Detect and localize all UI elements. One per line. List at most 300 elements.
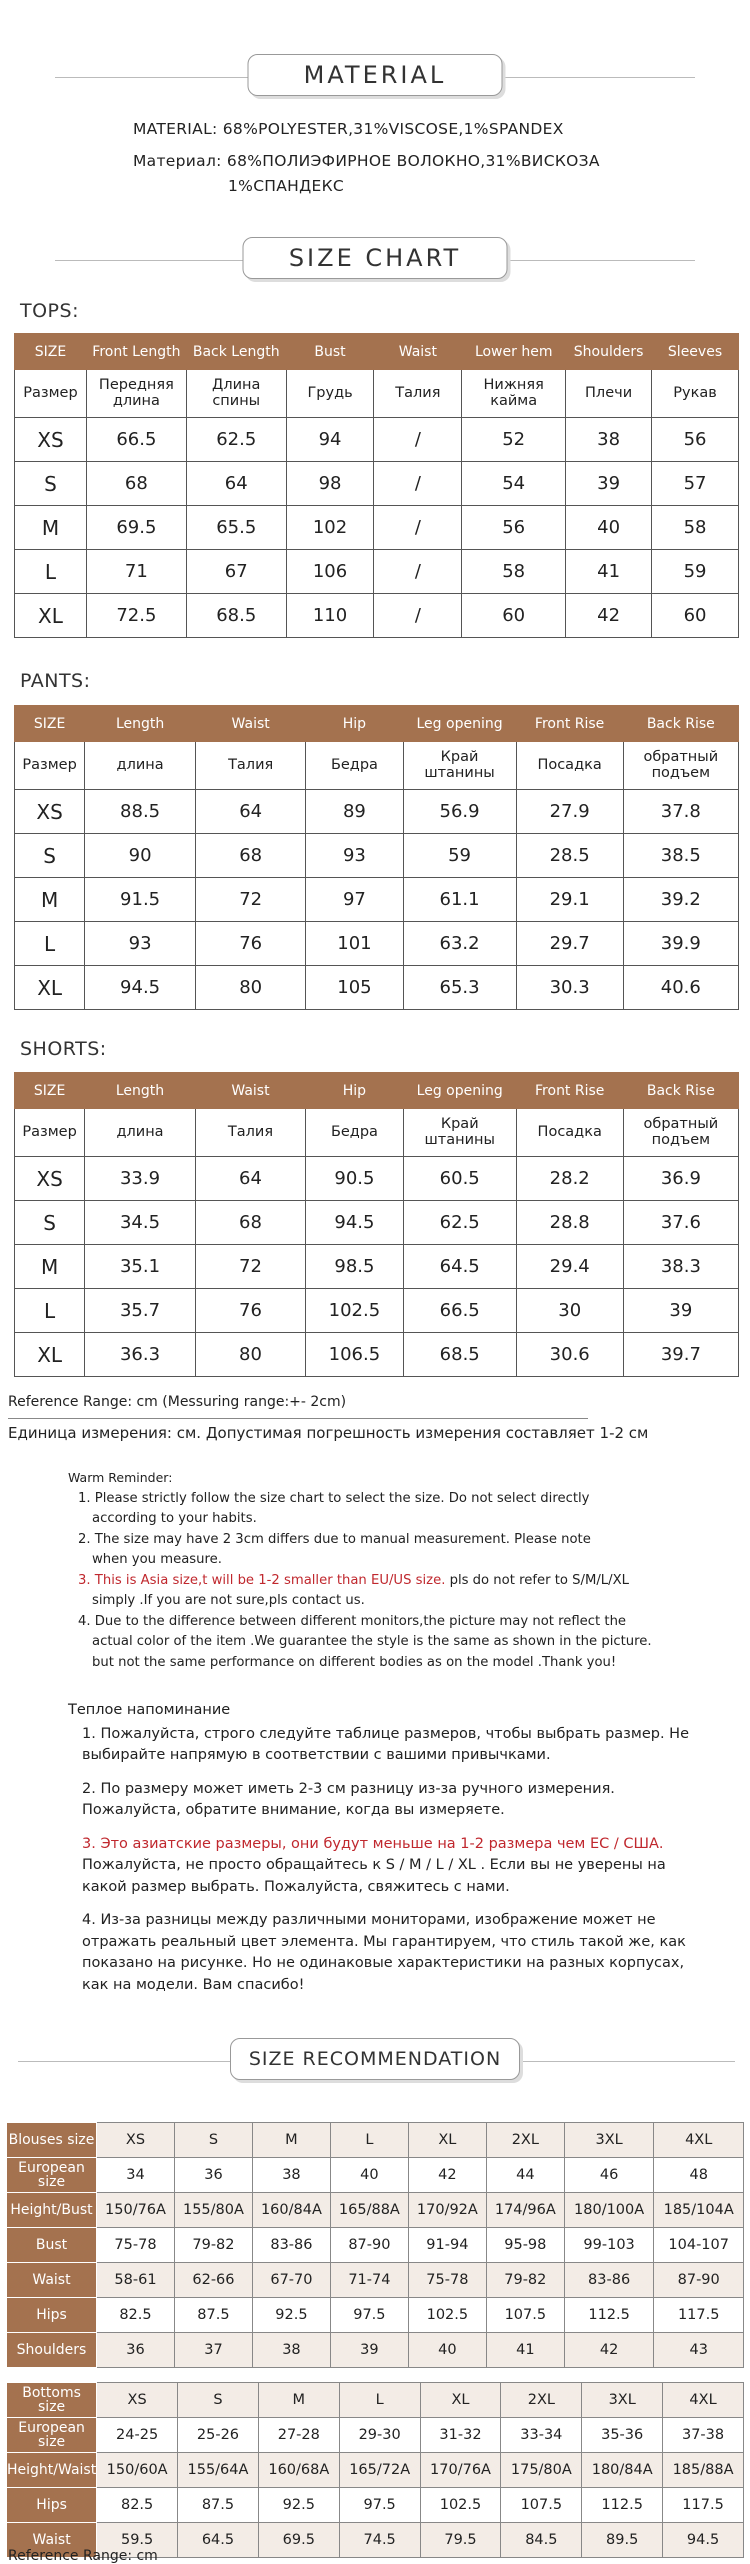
- table-cell: 56: [462, 506, 566, 550]
- warm-item-2: 2. The size may have 2 3cm differs due to manual measurement. Please note: [78, 1531, 591, 1547]
- table-cell: 43: [654, 2333, 744, 2368]
- table-cell: 25-26: [178, 2418, 259, 2453]
- table-cell: 62.5: [403, 1201, 516, 1245]
- table-cell: 57: [652, 462, 739, 506]
- warm-item-4: 4. Due to the difference between different monitors,the picture may not reflect the: [78, 1613, 627, 1629]
- size-cell: XL: [15, 966, 85, 1010]
- column-header: SIZE: [15, 706, 85, 742]
- table-cell: 38: [252, 2158, 330, 2193]
- table-cell: 90.5: [306, 1157, 404, 1201]
- size-recommendation-header: [0, 2032, 750, 2092]
- table-cell: 4XL: [663, 2383, 744, 2418]
- column-header-ru: Размер: [15, 742, 85, 790]
- reference-range: Reference Range: cm (Messuring range:+- 2cm): [8, 1394, 347, 1410]
- table-cell: 37-38: [663, 2418, 744, 2453]
- table-cell: 185/104A: [654, 2193, 744, 2228]
- row-label: Hips: [7, 2488, 97, 2523]
- size-cell: L: [15, 922, 85, 966]
- table-cell: 28.8: [516, 1201, 623, 1245]
- table-cell: 27-28: [258, 2418, 339, 2453]
- table-cell: 90: [85, 834, 196, 878]
- table-cell: 150/60A: [97, 2453, 178, 2488]
- table-cell: 94.5: [85, 966, 196, 1010]
- size-cell: S: [15, 834, 85, 878]
- column-header-ru: Плечи: [566, 370, 652, 418]
- size-cell: XS: [15, 790, 85, 834]
- table-cell: 64: [195, 790, 305, 834]
- table-cell: XS: [97, 2123, 175, 2158]
- column-header-ru: Грудь: [286, 370, 374, 418]
- table-cell: 24-25: [97, 2418, 178, 2453]
- table-cell: 59.5: [97, 2523, 178, 2558]
- table-cell: 39.2: [623, 878, 738, 922]
- table-row: [7, 2193, 744, 2228]
- size-cell: XL: [15, 594, 87, 638]
- table-cell: 180/100A: [564, 2193, 654, 2228]
- table-cell: 66.5: [403, 1289, 516, 1333]
- column-header: Lower hem: [462, 334, 566, 370]
- column-header-ru: длина: [85, 1109, 196, 1157]
- column-header-ru: Край штанины: [403, 742, 516, 790]
- table-cell: 27.9: [516, 790, 623, 834]
- table-cell: 87-90: [330, 2228, 408, 2263]
- table-cell: 112.5: [582, 2488, 663, 2523]
- column-header: Shoulders: [566, 334, 652, 370]
- table-cell: /: [374, 594, 462, 638]
- table-cell: XS: [97, 2383, 178, 2418]
- russian-header-row: [15, 742, 739, 790]
- warm-title: Warm Reminder:: [68, 1470, 173, 1485]
- table-row: [15, 462, 739, 506]
- table-cell: 67-70: [252, 2263, 330, 2298]
- table-cell: 2XL: [486, 2123, 564, 2158]
- table-cell: 76: [195, 1289, 305, 1333]
- table-cell: 180/84A: [582, 2453, 663, 2488]
- warm-ru-item-1: 1. Пожалуйста, строго следуйте таблице размеров, чтобы выбрать размер. Не выбирайте напрямую в соответствии с вашими привычками.: [82, 1725, 690, 1763]
- table-row: [7, 2418, 744, 2453]
- pants-label: PANTS:: [20, 670, 91, 692]
- table-cell: 2XL: [501, 2383, 582, 2418]
- table-cell: 112.5: [564, 2298, 654, 2333]
- table-cell: 75-78: [97, 2228, 175, 2263]
- column-header-ru: Бедра: [306, 1109, 404, 1157]
- table-cell: 94.5: [663, 2523, 744, 2558]
- reference-range-bottom: Reference Range: cm: [8, 2548, 158, 2564]
- size-cell: XS: [15, 1157, 85, 1201]
- table-cell: 72: [195, 878, 305, 922]
- table-row: [15, 506, 739, 550]
- table-cell: 3XL: [582, 2383, 663, 2418]
- table-cell: 31-32: [420, 2418, 501, 2453]
- warm-ru-item-2: 2. По размеру может иметь 2-3 см разницу из-за ручного измерения. Пожалуйста, обратите внимание, когда вы измеряете.: [82, 1780, 615, 1818]
- material-title: MATERIAL: [248, 54, 503, 96]
- warm-item-3: [78, 1571, 652, 1592]
- table-cell: 87-90: [654, 2263, 744, 2298]
- column-header-ru: Талия: [195, 1109, 305, 1157]
- shorts-size-table: [14, 1072, 739, 1377]
- table-cell: 185/88A: [663, 2453, 744, 2488]
- size-cell: L: [15, 550, 87, 594]
- column-header-ru: Длина спины: [186, 370, 286, 418]
- table-cell: 79-82: [174, 2228, 252, 2263]
- table-cell: 68: [86, 462, 186, 506]
- column-header: Leg opening: [403, 1073, 516, 1109]
- table-cell: 33-34: [501, 2418, 582, 2453]
- column-header-ru: Посадка: [516, 1109, 623, 1157]
- russian-header-row: [15, 370, 739, 418]
- row-label: Waist: [7, 2263, 97, 2298]
- size-chart-header: [0, 231, 750, 291]
- column-header: Waist: [195, 706, 305, 742]
- table-cell: 104-107: [654, 2228, 744, 2263]
- table-cell: 35-36: [582, 2418, 663, 2453]
- table-cell: 117.5: [654, 2298, 744, 2333]
- table-cell: 95-98: [486, 2228, 564, 2263]
- table-cell: 29.7: [516, 922, 623, 966]
- table-cell: 67: [186, 550, 286, 594]
- column-header: Back Length: [186, 334, 286, 370]
- table-cell: 40: [330, 2158, 408, 2193]
- table-cell: 30.3: [516, 966, 623, 1010]
- table-cell: 59: [403, 834, 516, 878]
- table-row: [7, 2228, 744, 2263]
- table-cell: /: [374, 418, 462, 462]
- table-cell: 150/76A: [97, 2193, 175, 2228]
- table-cell: 36: [174, 2158, 252, 2193]
- column-header-ru: обратный подъем: [623, 742, 738, 790]
- table-cell: 37: [174, 2333, 252, 2368]
- table-row: [15, 834, 739, 878]
- table-cell: 44: [486, 2158, 564, 2193]
- warm-ru-item-3: [70, 1834, 710, 1899]
- table-cell: 36.9: [623, 1157, 738, 1201]
- table-cell: 165/88A: [330, 2193, 408, 2228]
- table-cell: 38.5: [623, 834, 738, 878]
- table-cell: 60.5: [403, 1157, 516, 1201]
- table-cell: 37.8: [623, 790, 738, 834]
- size-cell: XL: [15, 1333, 85, 1377]
- table-row: [7, 2298, 744, 2333]
- table-cell: 82.5: [97, 2298, 175, 2333]
- table-cell: 102.5: [420, 2488, 501, 2523]
- table-cell: /: [374, 550, 462, 594]
- row-label: Hips: [7, 2298, 97, 2333]
- table-cell: 101: [306, 922, 403, 966]
- table-cell: 75-78: [408, 2263, 486, 2298]
- table-cell: 42: [564, 2333, 654, 2368]
- table-cell: 39.7: [623, 1333, 738, 1377]
- column-header: Back Rise: [623, 1073, 738, 1109]
- table-cell: 64: [186, 462, 286, 506]
- table-cell: 89: [306, 790, 403, 834]
- table-cell: 40: [408, 2333, 486, 2368]
- row-label: Waist: [7, 2523, 97, 2558]
- material-en: MATERIAL: 68%POLYESTER,31%VISCOSE,1%SPANDEX: [133, 120, 564, 138]
- column-header-ru: Нижняя кайма: [462, 370, 566, 418]
- table-row: [15, 1201, 739, 1245]
- table-cell: 91.5: [85, 878, 196, 922]
- table-cell: S: [178, 2383, 259, 2418]
- table-cell: 66.5: [86, 418, 186, 462]
- table-cell: 42: [566, 594, 652, 638]
- table-cell: 72.5: [86, 594, 186, 638]
- table-cell: 93: [306, 834, 403, 878]
- column-header: Back Rise: [623, 706, 738, 742]
- table-row: [15, 1245, 739, 1289]
- blouses-recommendation-table: [6, 2122, 744, 2368]
- warm-reminder: [68, 1468, 652, 1673]
- header-row: [15, 1073, 739, 1109]
- table-cell: 41: [486, 2333, 564, 2368]
- column-header: Length: [85, 706, 196, 742]
- table-cell: 89.5: [582, 2523, 663, 2558]
- table-cell: 38: [566, 418, 652, 462]
- column-header: Hip: [306, 706, 403, 742]
- table-cell: 68.5: [186, 594, 286, 638]
- table-cell: 54: [462, 462, 566, 506]
- table-cell: XL: [408, 2123, 486, 2158]
- table-cell: 39: [623, 1289, 738, 1333]
- table-cell: 91-94: [408, 2228, 486, 2263]
- material-ru-2: 1%СПАНДЕКС: [228, 177, 345, 195]
- table-cell: 42: [408, 2158, 486, 2193]
- table-row: [15, 878, 739, 922]
- table-cell: 60: [652, 594, 739, 638]
- warm-reminder-ru: [70, 1700, 710, 2008]
- table-row: [15, 1157, 739, 1201]
- table-cell: 165/72A: [339, 2453, 420, 2488]
- size-cell: M: [15, 506, 87, 550]
- table-cell: 98: [286, 462, 374, 506]
- table-cell: L: [339, 2383, 420, 2418]
- column-header-ru: Рукав: [652, 370, 739, 418]
- size-cell: S: [15, 1201, 85, 1245]
- table-cell: S: [174, 2123, 252, 2158]
- warm-ru-title: Теплое напоминание: [68, 1702, 231, 1718]
- column-header-ru: Край штанины: [403, 1109, 516, 1157]
- tops-size-table: [14, 333, 739, 638]
- table-cell: 64.5: [403, 1245, 516, 1289]
- table-cell: 175/80A: [501, 2453, 582, 2488]
- table-row: [15, 1289, 739, 1333]
- warm-item-4c: but not the same performance on different bodies as on the model .Thank you!: [92, 1654, 617, 1670]
- table-cell: 46: [564, 2158, 654, 2193]
- table-cell: 61.1: [403, 878, 516, 922]
- column-header: Leg opening: [403, 706, 516, 742]
- russian-header-row: [15, 1109, 739, 1157]
- table-cell: 39: [566, 462, 652, 506]
- table-cell: 80: [195, 1333, 305, 1377]
- table-cell: 36.3: [85, 1333, 196, 1377]
- table-cell: 30.6: [516, 1333, 623, 1377]
- table-cell: 102.5: [306, 1289, 404, 1333]
- table-cell: 87.5: [178, 2488, 259, 2523]
- table-cell: 68: [195, 1201, 305, 1245]
- table-cell: 28.5: [516, 834, 623, 878]
- bottoms-recommendation-table: [6, 2382, 744, 2558]
- table-cell: 38: [252, 2333, 330, 2368]
- table-cell: 88.5: [85, 790, 196, 834]
- material-header: [0, 48, 750, 108]
- table-cell: 35.1: [85, 1245, 196, 1289]
- shorts-label: SHORTS:: [20, 1038, 107, 1060]
- table-cell: 68.5: [403, 1333, 516, 1377]
- table-cell: 60: [462, 594, 566, 638]
- pants-size-table: [14, 705, 739, 1010]
- column-header: Sleeves: [652, 334, 739, 370]
- table-row: [7, 2383, 744, 2418]
- warm-item-3-red: 3. This is Asia size,t will be 1-2 smaller than EU/US size.: [78, 1572, 446, 1588]
- table-cell: 155/80A: [174, 2193, 252, 2228]
- table-cell: 33.9: [85, 1157, 196, 1201]
- column-header-ru: Передняя длина: [86, 370, 186, 418]
- table-row: [15, 418, 739, 462]
- size-cell: M: [15, 878, 85, 922]
- table-cell: 69.5: [86, 506, 186, 550]
- table-cell: 170/92A: [408, 2193, 486, 2228]
- table-cell: /: [374, 506, 462, 550]
- column-header: SIZE: [15, 1073, 85, 1109]
- column-header-ru: обратный подъем: [623, 1109, 738, 1157]
- warm-item-3-rest: pls do not refer to S/M/L/XL: [445, 1572, 629, 1588]
- table-cell: 117.5: [663, 2488, 744, 2523]
- size-chart-title: SIZE CHART: [243, 237, 508, 279]
- table-cell: 58: [462, 550, 566, 594]
- row-label: Blouses size: [7, 2123, 97, 2158]
- table-cell: 97.5: [339, 2488, 420, 2523]
- table-cell: 79.5: [420, 2523, 501, 2558]
- table-cell: 56: [652, 418, 739, 462]
- table-cell: 82.5: [97, 2488, 178, 2523]
- table-cell: 71-74: [330, 2263, 408, 2298]
- table-cell: 62.5: [186, 418, 286, 462]
- table-cell: 102: [286, 506, 374, 550]
- table-row: [7, 2158, 744, 2193]
- table-cell: 170/76A: [420, 2453, 501, 2488]
- table-cell: 102.5: [408, 2298, 486, 2333]
- table-cell: 38.3: [623, 1245, 738, 1289]
- row-label: Bust: [7, 2228, 97, 2263]
- table-cell: 106.5: [306, 1333, 404, 1377]
- column-header: Bust: [286, 334, 374, 370]
- size-cell: S: [15, 462, 87, 506]
- table-cell: 52: [462, 418, 566, 462]
- table-row: [15, 966, 739, 1010]
- table-cell: /: [374, 462, 462, 506]
- row-label: European size: [7, 2158, 97, 2193]
- table-cell: 64.5: [178, 2523, 259, 2558]
- table-cell: 155/64A: [178, 2453, 259, 2488]
- table-cell: 65.3: [403, 966, 516, 1010]
- column-header: Waist: [374, 334, 462, 370]
- tops-label: TOPS:: [20, 300, 79, 322]
- table-cell: 69.5: [258, 2523, 339, 2558]
- table-cell: L: [330, 2123, 408, 2158]
- table-cell: 3XL: [564, 2123, 654, 2158]
- row-label: Bottoms size: [7, 2383, 97, 2418]
- table-cell: 68: [195, 834, 305, 878]
- divider: [8, 1418, 588, 1419]
- table-row: [7, 2333, 744, 2368]
- table-cell: 58-61: [97, 2263, 175, 2298]
- column-header: Front Length: [86, 334, 186, 370]
- column-header-ru: Размер: [15, 370, 87, 418]
- column-header-ru: Талия: [374, 370, 462, 418]
- material-ru: Материал: 68%ПОЛИЭФИРНОЕ ВОЛОКНО,31%ВИСКОЗА: [133, 152, 600, 170]
- table-cell: 80: [195, 966, 305, 1010]
- unit-note-ru: Единица измерения: см. Допустимая погрешность измерения составляет 1-2 см: [8, 1424, 649, 1442]
- table-cell: 37.6: [623, 1201, 738, 1245]
- table-cell: 79-82: [486, 2263, 564, 2298]
- row-label: European size: [7, 2418, 97, 2453]
- warm-item-4b: actual color of the item .We guarantee the style is the same as shown in the picture.: [92, 1634, 652, 1649]
- table-cell: 83-86: [252, 2228, 330, 2263]
- size-recommendation-title: SIZE RECOMMENDATION: [230, 2038, 520, 2080]
- table-row: [7, 2123, 744, 2158]
- column-header: Length: [85, 1073, 196, 1109]
- table-cell: 39: [330, 2333, 408, 2368]
- size-cell: XS: [15, 418, 87, 462]
- table-cell: 71: [86, 550, 186, 594]
- table-row: [7, 2263, 744, 2298]
- table-cell: 39.9: [623, 922, 738, 966]
- table-cell: 106: [286, 550, 374, 594]
- table-cell: 94.5: [306, 1201, 404, 1245]
- table-cell: 34: [97, 2158, 175, 2193]
- warm-item-3b: simply .If you are not sure,pls contact us.: [92, 1593, 365, 1608]
- table-cell: 107.5: [501, 2488, 582, 2523]
- column-header-ru: Размер: [15, 1109, 85, 1157]
- row-label: Height/Waist: [7, 2453, 97, 2488]
- table-cell: 72: [195, 1245, 305, 1289]
- column-header: SIZE: [15, 334, 87, 370]
- table-cell: 84.5: [501, 2523, 582, 2558]
- table-cell: 4XL: [654, 2123, 744, 2158]
- warm-ru-item-4: 4. Из-за разницы между различными мониторами, изображение может не отражать реальный цвет элемента. Мы гарантируем, что стиль такой же, как показано на рисунке. Но не одинаковые характеристики на разных корпусах, как на модели. Вам спасибо!: [82, 1912, 686, 1993]
- table-row: [15, 1333, 739, 1377]
- column-header: Hip: [306, 1073, 404, 1109]
- table-cell: 97: [306, 878, 403, 922]
- table-cell: 74.5: [339, 2523, 420, 2558]
- table-cell: 105: [306, 966, 403, 1010]
- table-cell: 98.5: [306, 1245, 404, 1289]
- table-cell: 83-86: [564, 2263, 654, 2298]
- table-cell: 35.7: [85, 1289, 196, 1333]
- table-cell: 76: [195, 922, 305, 966]
- table-cell: 40.6: [623, 966, 738, 1010]
- table-cell: 30: [516, 1289, 623, 1333]
- table-cell: 64: [195, 1157, 305, 1201]
- column-header-ru: длина: [85, 742, 196, 790]
- table-cell: 174/96A: [486, 2193, 564, 2228]
- table-row: [7, 2488, 744, 2523]
- warm-ru-item-3-red: 3. Это азиатские размеры, они будут меньше на 1-2 размера чем ЕС / США.: [82, 1835, 664, 1852]
- column-header: Waist: [195, 1073, 305, 1109]
- table-cell: 160/84A: [252, 2193, 330, 2228]
- table-row: [15, 594, 739, 638]
- table-cell: 58: [652, 506, 739, 550]
- column-header-ru: Бедра: [306, 742, 403, 790]
- table-cell: 34.5: [85, 1201, 196, 1245]
- table-cell: 28.2: [516, 1157, 623, 1201]
- table-row: [15, 550, 739, 594]
- table-cell: 29.4: [516, 1245, 623, 1289]
- column-header: Front Rise: [516, 1073, 623, 1109]
- table-cell: 94: [286, 418, 374, 462]
- table-cell: M: [258, 2383, 339, 2418]
- table-cell: 107.5: [486, 2298, 564, 2333]
- table-cell: 63.2: [403, 922, 516, 966]
